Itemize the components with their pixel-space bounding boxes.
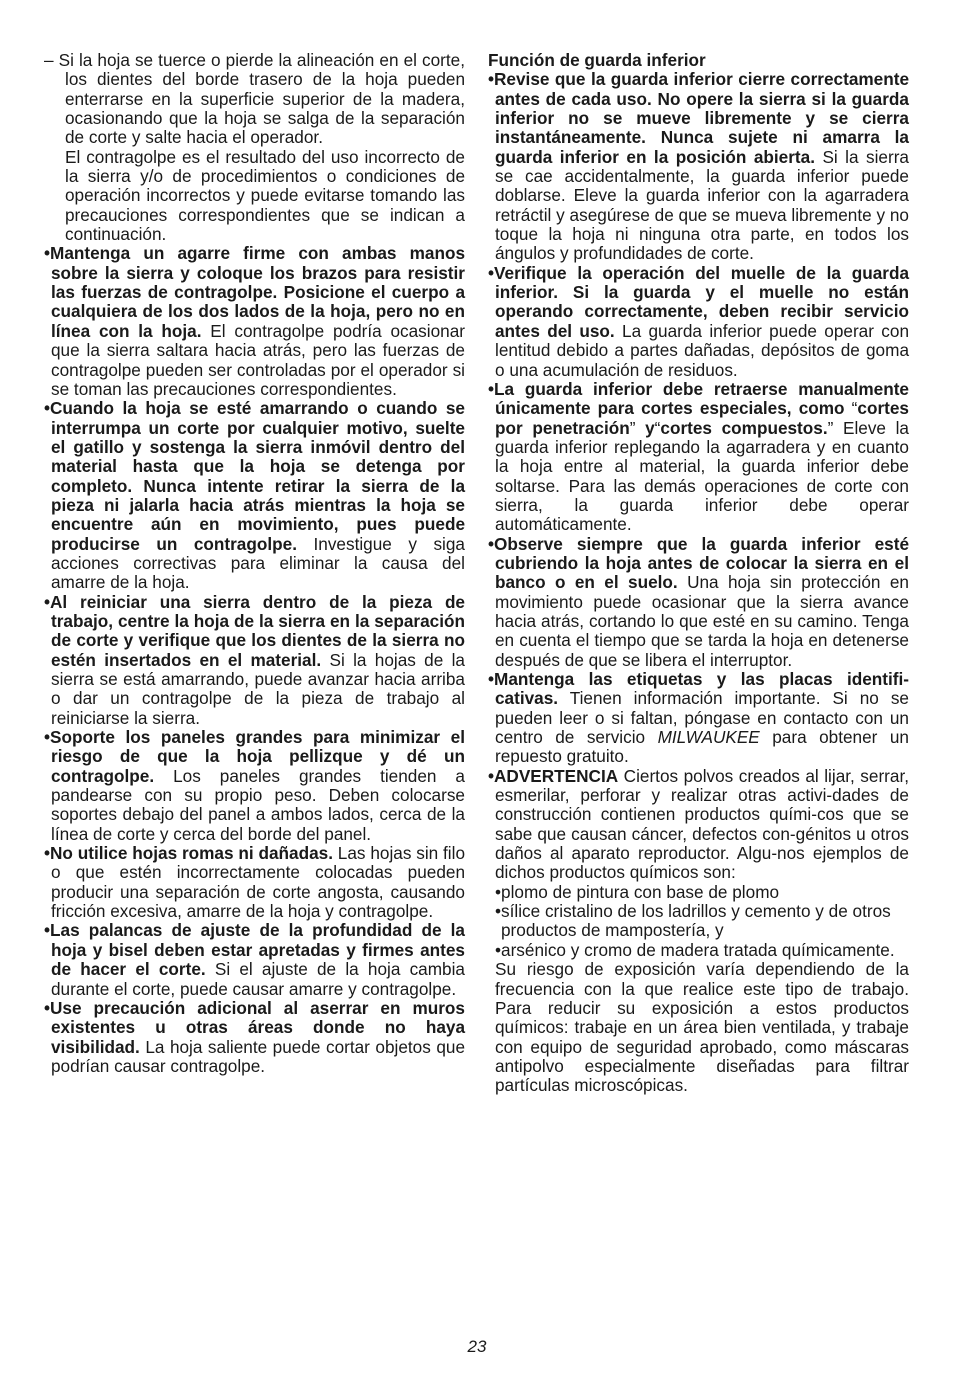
labels-text: Tienen información importante. Si no se pueden leer o si faltan, póngase en contacto con un centro de servicio: [495, 688, 909, 748]
section-heading: Función de guarda inferior: [488, 50, 706, 70]
blade-binding-text: Investigue y siga acciones correctivas para eliminar la causa del amarre de la hoja.: [51, 533, 465, 593]
close-quote: ”: [629, 417, 636, 438]
support-panels-bullet: [44, 728, 465, 844]
kickback-summary-paragraph: El contragolpe es el resultado del uso incorrecto de la sierra y/o de procedimientos o condiciones de operación incorrectos y puede evitarse tomando las precauciones correspondientes que se indican a continuación.: [65, 146, 465, 245]
firm-grip-bullet: [44, 244, 465, 399]
brand-name: MILWAUKEE: [657, 727, 760, 748]
page-number: 23: [467, 1337, 487, 1356]
labels-bullet: [488, 670, 909, 767]
existing-walls-text: La hoja saliente puede cortar objetos que podrían causar contragolpe.: [51, 1036, 465, 1076]
warning-bullet: [488, 767, 909, 883]
firm-grip-bold: •Mantenga un agarre firme con ambas manos sobre la sierra y coloque los brazos para resistir las fuerzas de contragolpe. Posicione el cuerpo a cualquiera de los dos lados de la hoja, pero no en línea con la hoja.: [44, 243, 465, 341]
blade-binding-bold: •Cuando la hoja se esté amarrando o cuando se interrumpa un corte por cualquier motivo, suelte el gatillo y sostenga la sierra inmóvil dentro del material hasta que la hoja se detenga por completo. Nunca intente retirar la sierra de la pieza ni jalarla hacia atrás mientras la hoja se encuentre aún en movimiento, pues puede producirse un contragolpe.: [44, 398, 465, 554]
labels-bold: •Mantenga las etiquetas y las placas identifi-cativas.: [488, 669, 909, 709]
guard-spring-bold: •Verifique la operación del muelle de la guarda inferior. Si la guarda y el muelle no están operando correctamente, deben recibir servicio antes del uso.: [488, 262, 909, 341]
adjustment-levers-bullet: [44, 921, 465, 998]
existing-walls-bold: •Use precaución adicional al aserrar en muros existentes u otras áreas donde no haya visibilidad.: [44, 997, 465, 1057]
chemical-list-item: •plomo de pintura con base de plomo: [495, 881, 780, 902]
support-panels-text: Los paneles grandes tienden a pandearse con su propio peso. Deben colocarse soportes debajo del panel a ambos lados, cerca de la línea de corte y cerca del borde del panel.: [51, 765, 465, 844]
exposure-paragraph: Su riesgo de exposición varía dependiendo de la frecuencia con la que realice este tipo de trabajo. Para reducir su exposición a estos productos químicos: trabaje en un área bien ventilada, y trabaje con equipo de seguridad aprobado, como máscaras antipolvo especialmente diseñadas para filtrar partículas microscópicas.: [495, 959, 909, 1096]
existing-walls-bullet: [44, 999, 465, 1076]
and-bold: y: [635, 417, 655, 438]
chemical-list-item: •arsénico y cromo de madera tratada químicamente.: [495, 939, 895, 960]
check-guard-text: Si la sierra se cae accidentalmente, la guarda inferior puede doblarse. Eleve la guarda inferior con la agarradera retráctil y asegúrese de que se mueva libremente y no toque la hoja ni ninguna otra parte, en todos los ángulos y profundidades de corte.: [495, 146, 909, 264]
firm-grip-text: El contragolpe podría ocasionar que la sierra saltara hacia atrás, pero las fuerzas de contragolpe pueden ser controladas por el operador si se toman las precauciones correspondientes.: [51, 320, 465, 399]
support-panels-bold: •Soporte los paneles grandes para minimizar el riesgo de que la hoja pellizque y dé un contragolpe.: [44, 727, 465, 786]
restart-saw-bullet: [44, 593, 465, 728]
manual-retract-bullet: [488, 380, 909, 535]
restart-saw-bold: •Al reiniciar una sierra dentro de la pieza de trabajo, centre la hoja de la sierra en la separación de corte y verifique que los dientes de la sierra no estén insertados en el material.: [44, 591, 465, 670]
dull-blades-bold: •No utilice hojas romas ni dañadas.: [44, 843, 333, 864]
guard-covering-text: Una hoja sin protección en movimiento puede ocasionar que la sierra avance hacia atrás, cortando lo que esté en su camino. Tenga en cuenta el tiempo que se tarda la hoja en detenerse después de que se libera el interruptor.: [495, 572, 909, 670]
dull-blades-text: Las hojas sin filo o que estén incorrectamente colocadas pueden producir una separación de corte angosta, causando fricción excesiva, amarre de la hoja y contragolpe.: [51, 843, 465, 922]
warning-text: Ciertos polvos creados al lijar, serrar, esmerilar, perforar y realizar otras activi-dades de construcción contienen productos quími-cos que se sabe que causan cáncer, defectos con-génitos u otros daños al aparato reproductor. Algu-nos ejemplos de dichos productos químicos son:: [495, 765, 909, 883]
guard-spring-bullet: [488, 264, 909, 380]
manual-retract-bold-a: •La guarda inferior debe retraerse manualmente únicamente para cortes especiales, como: [488, 378, 909, 419]
close-quote: ”: [827, 417, 834, 438]
kickback-cause-paragraph: – Si la hoja se tuerce o pierde la alineación en el corte, los dientes del borde trasero de la hoja pueden enterrarse en la superficie superior de la madera, ocasionando que la hoja se salga de la separación de corte y salte hacia el operador.: [44, 50, 465, 148]
compound-cuts-bold: cortes compuestos.: [660, 417, 828, 438]
check-guard-bold: •Revise que la guarda inferior cierre correctamente antes de cada uso. No opere la sierra si la guarda inferior no se mueve libremente y se cierra instantáneamente. Nunca sujete ni amarra la guarda inferior en la posición abierta.: [488, 69, 909, 167]
right-column: [488, 51, 909, 1096]
guard-covering-bold: •Observe siempre que la guarda inferior esté cubriendo la hoja antes de colocar la sierra en el banco o en el suelo.: [488, 533, 909, 593]
check-guard-bullet: [488, 70, 909, 263]
guard-covering-bullet: [488, 535, 909, 670]
adjustment-levers-bold: •Las palancas de ajuste de la profundidad de la hoja y bisel deben estar apretadas y firmes antes de hacer el corte.: [44, 920, 465, 980]
left-column: [44, 51, 465, 1076]
labels-text-after: para obtener un repuesto gratuito.: [495, 727, 909, 767]
chemical-list-item: •sílice cristalino de los ladrillos y cemento y de otros productos de mampostería, y: [495, 901, 891, 941]
open-quote: “: [851, 398, 858, 419]
restart-saw-text: Si la hojas de la sierra se está amarrando, puede avanzar hacia arriba o dar un contragolpe de la pieza de trabajo al reiniciarse la sierra.: [51, 649, 465, 728]
open-quote: “: [654, 417, 661, 438]
adjustment-levers-text: Si el ajuste de la hoja cambia durante el corte, puede causar amarre y contragolpe.: [51, 959, 465, 999]
manual-retract-text: Eleve la guarda inferior replegando la agarradera y en cuanto la hoja entre al material, la guarda inferior debe soltarse. Para las demás operaciones de corte con sierra, la guarda inferior debe operar automáticamente.: [495, 417, 909, 535]
blade-binding-bullet: [44, 399, 465, 592]
plunge-cuts-bold: cortes por penetración: [495, 398, 909, 438]
warning-bold: •ADVERTENCIA: [488, 765, 619, 786]
dull-blades-bullet: [44, 844, 465, 921]
guard-spring-text: La guarda inferior puede operar con lentitud debido a partes dañadas, depósitos de goma o una acumulación de residuos.: [495, 320, 909, 380]
